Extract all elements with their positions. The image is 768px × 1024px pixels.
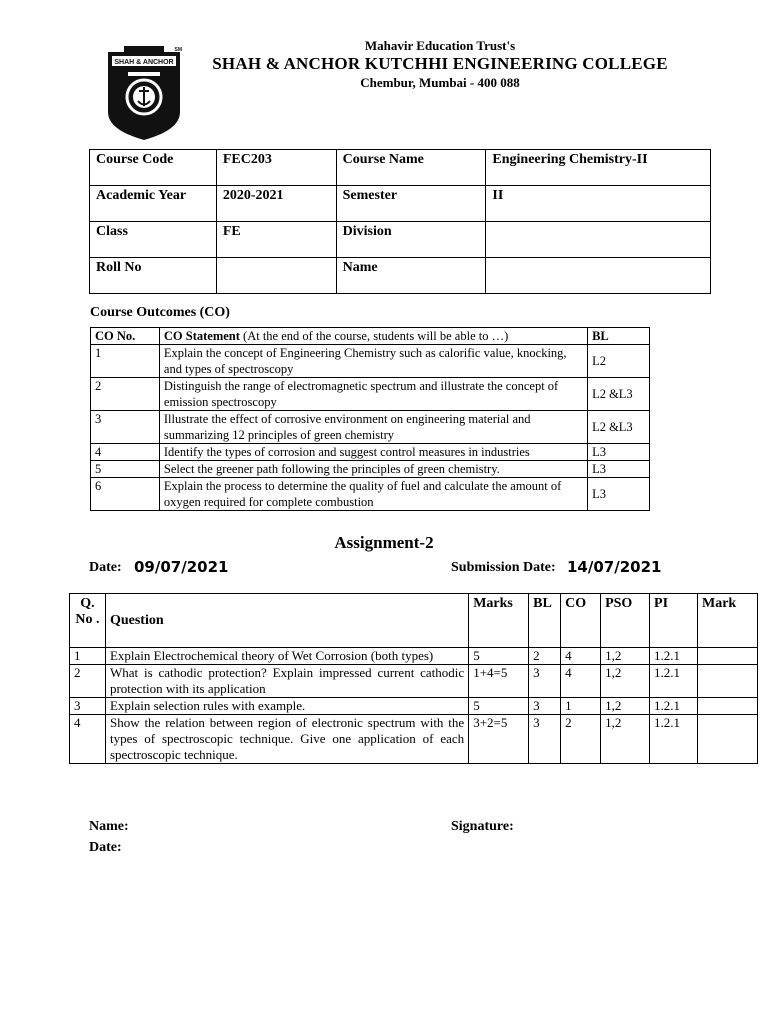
co-bl: L2 &L3 (588, 378, 650, 411)
question-marks: 5 (469, 698, 529, 715)
question-mark (698, 648, 758, 665)
questions-header-row (70, 594, 758, 648)
co-statement: Identify the types of corrosion and suggest control measures in industries (159, 444, 587, 461)
question-co: 2 (561, 715, 601, 764)
question-row (70, 648, 758, 665)
info-label: Class (90, 222, 217, 258)
question-question: Show the relation between region of electronic spectrum with the types of spectroscopic technique. Give one application of each spectroscopic technique. (105, 715, 468, 764)
co-no-header: CO No. (91, 328, 160, 345)
question-marks: 3+2=5 (469, 715, 529, 764)
question-no: 4 (70, 715, 106, 764)
assignment-title: Assignment-2 (334, 533, 434, 552)
footer-date-label: Date: (89, 840, 122, 855)
co-bl: L3 (588, 444, 650, 461)
info-label: Academic Year (90, 186, 217, 222)
info-value: 2020-2021 (216, 186, 336, 222)
question-marks: 1+4=5 (469, 665, 529, 698)
info-value: II (486, 186, 711, 222)
co-statement: Explain the process to determine the quality of fuel and calculate the amount of oxygen required for complete combustion (159, 478, 587, 511)
question-question: Explain Electrochemical theory of Wet Corrosion (both types) (105, 648, 468, 665)
co-statement-bold: CO Statement (163, 329, 240, 343)
co-no: 5 (91, 461, 160, 478)
question-header: Question (105, 594, 468, 648)
date-value: 09/07/2021 (134, 558, 229, 576)
question-no: 3 (70, 698, 106, 715)
question-pi: 1.2.1 (650, 665, 698, 698)
trust-name: Mahavir Education Trust's (364, 38, 516, 53)
course-outcomes-heading: Course Outcomes (CO) (90, 305, 230, 320)
question-co: 4 (561, 648, 601, 665)
info-value: FE (216, 222, 336, 258)
question-row (70, 698, 758, 715)
qno-header: Q. No . (70, 594, 106, 648)
co-row (91, 378, 650, 411)
co-statement: Distinguish the range of electromagnetic spectrum and illustrate the concept of emission spectroscopy (159, 378, 587, 411)
info-label: Semester (336, 186, 486, 222)
co-bl-header: BL (588, 328, 650, 345)
question-pi: 1.2.1 (650, 648, 698, 665)
co-no: 1 (91, 345, 160, 378)
info-row (90, 222, 711, 258)
info-value (216, 258, 336, 294)
question-mark (698, 715, 758, 764)
question-pso: 1,2 (601, 715, 650, 764)
co-row (91, 345, 650, 378)
co-header-row (91, 328, 650, 345)
logo-text: SHAH & ANCHOR (114, 59, 174, 66)
co-statement: Illustrate the effect of corrosive environment on engineering material and summarizing 12 principles of green chemistry (159, 411, 587, 444)
submission-date-label: Submission Date: (451, 560, 556, 575)
marks-header: Marks (469, 594, 529, 648)
question-no: 2 (70, 665, 106, 698)
college-address: Chembur, Mumbai - 400 088 (360, 75, 520, 90)
question-pso: 1,2 (601, 698, 650, 715)
info-label: Course Code (90, 150, 217, 186)
question-question: Explain selection rules with example. (105, 698, 468, 715)
name-label: Name: (89, 819, 129, 834)
question-bl: 3 (529, 715, 561, 764)
co-statement-rest: (At the end of the course, students will be able to …) (239, 329, 509, 343)
question-pi: 1.2.1 (650, 698, 698, 715)
co-statement: Select the greener path following the principles of green chemistry. (159, 461, 587, 478)
question-co: 4 (561, 665, 601, 698)
submission-date-value: 14/07/2021 (567, 558, 662, 576)
co-no: 4 (91, 444, 160, 461)
questions-table (69, 593, 758, 764)
info-value: Engineering Chemistry-II (486, 150, 711, 186)
question-bl: 2 (529, 648, 561, 665)
college-name: SHAH & ANCHOR KUTCHHI ENGINEERING COLLEGE (212, 54, 668, 73)
question-mark (698, 665, 758, 698)
info-row (90, 258, 711, 294)
question-pso: 1,2 (601, 665, 650, 698)
question-no: 1 (70, 648, 106, 665)
info-row (90, 186, 711, 222)
info-value: FEC203 (216, 150, 336, 186)
co-bl: L3 (588, 478, 650, 511)
co-row (91, 444, 650, 461)
info-label: Name (336, 258, 486, 294)
question-row (70, 715, 758, 764)
pso-header: PSO (601, 594, 650, 648)
question-co: 1 (561, 698, 601, 715)
co-row (91, 461, 650, 478)
info-value (486, 222, 711, 258)
co-no: 2 (91, 378, 160, 411)
question-mark (698, 698, 758, 715)
info-row (90, 150, 711, 186)
co-bl: L3 (588, 461, 650, 478)
date-label: Date: (89, 560, 122, 575)
info-label: Roll No (90, 258, 217, 294)
question-pi: 1.2.1 (650, 715, 698, 764)
question-question: What is cathodic protection? Explain impressed current cathodic protection with its application (105, 665, 468, 698)
co-bl: L2 (588, 345, 650, 378)
question-bl: 3 (529, 698, 561, 715)
course-outcomes-table (90, 327, 650, 511)
co-no: 6 (91, 478, 160, 511)
question-bl: 3 (529, 665, 561, 698)
pi-header: PI (650, 594, 698, 648)
college-logo (104, 42, 184, 142)
co-statement: Explain the concept of Engineering Chemistry such as calorific value, knocking, and types of spectroscopy (159, 345, 587, 378)
co-row (91, 411, 650, 444)
question-marks: 5 (469, 648, 529, 665)
co-header: CO (561, 594, 601, 648)
info-value (486, 258, 711, 294)
mark-header: Mark (698, 594, 758, 648)
info-label: Division (336, 222, 486, 258)
co-bl: L2 &L3 (588, 411, 650, 444)
bl-header: BL (529, 594, 561, 648)
co-no: 3 (91, 411, 160, 444)
co-row (91, 478, 650, 511)
question-row (70, 665, 758, 698)
logo-mark: SM (174, 47, 182, 53)
course-info-table (89, 149, 711, 294)
question-pso: 1,2 (601, 648, 650, 665)
info-label: Course Name (336, 150, 486, 186)
signature-label: Signature: (451, 819, 514, 834)
co-statement-header (159, 328, 587, 345)
